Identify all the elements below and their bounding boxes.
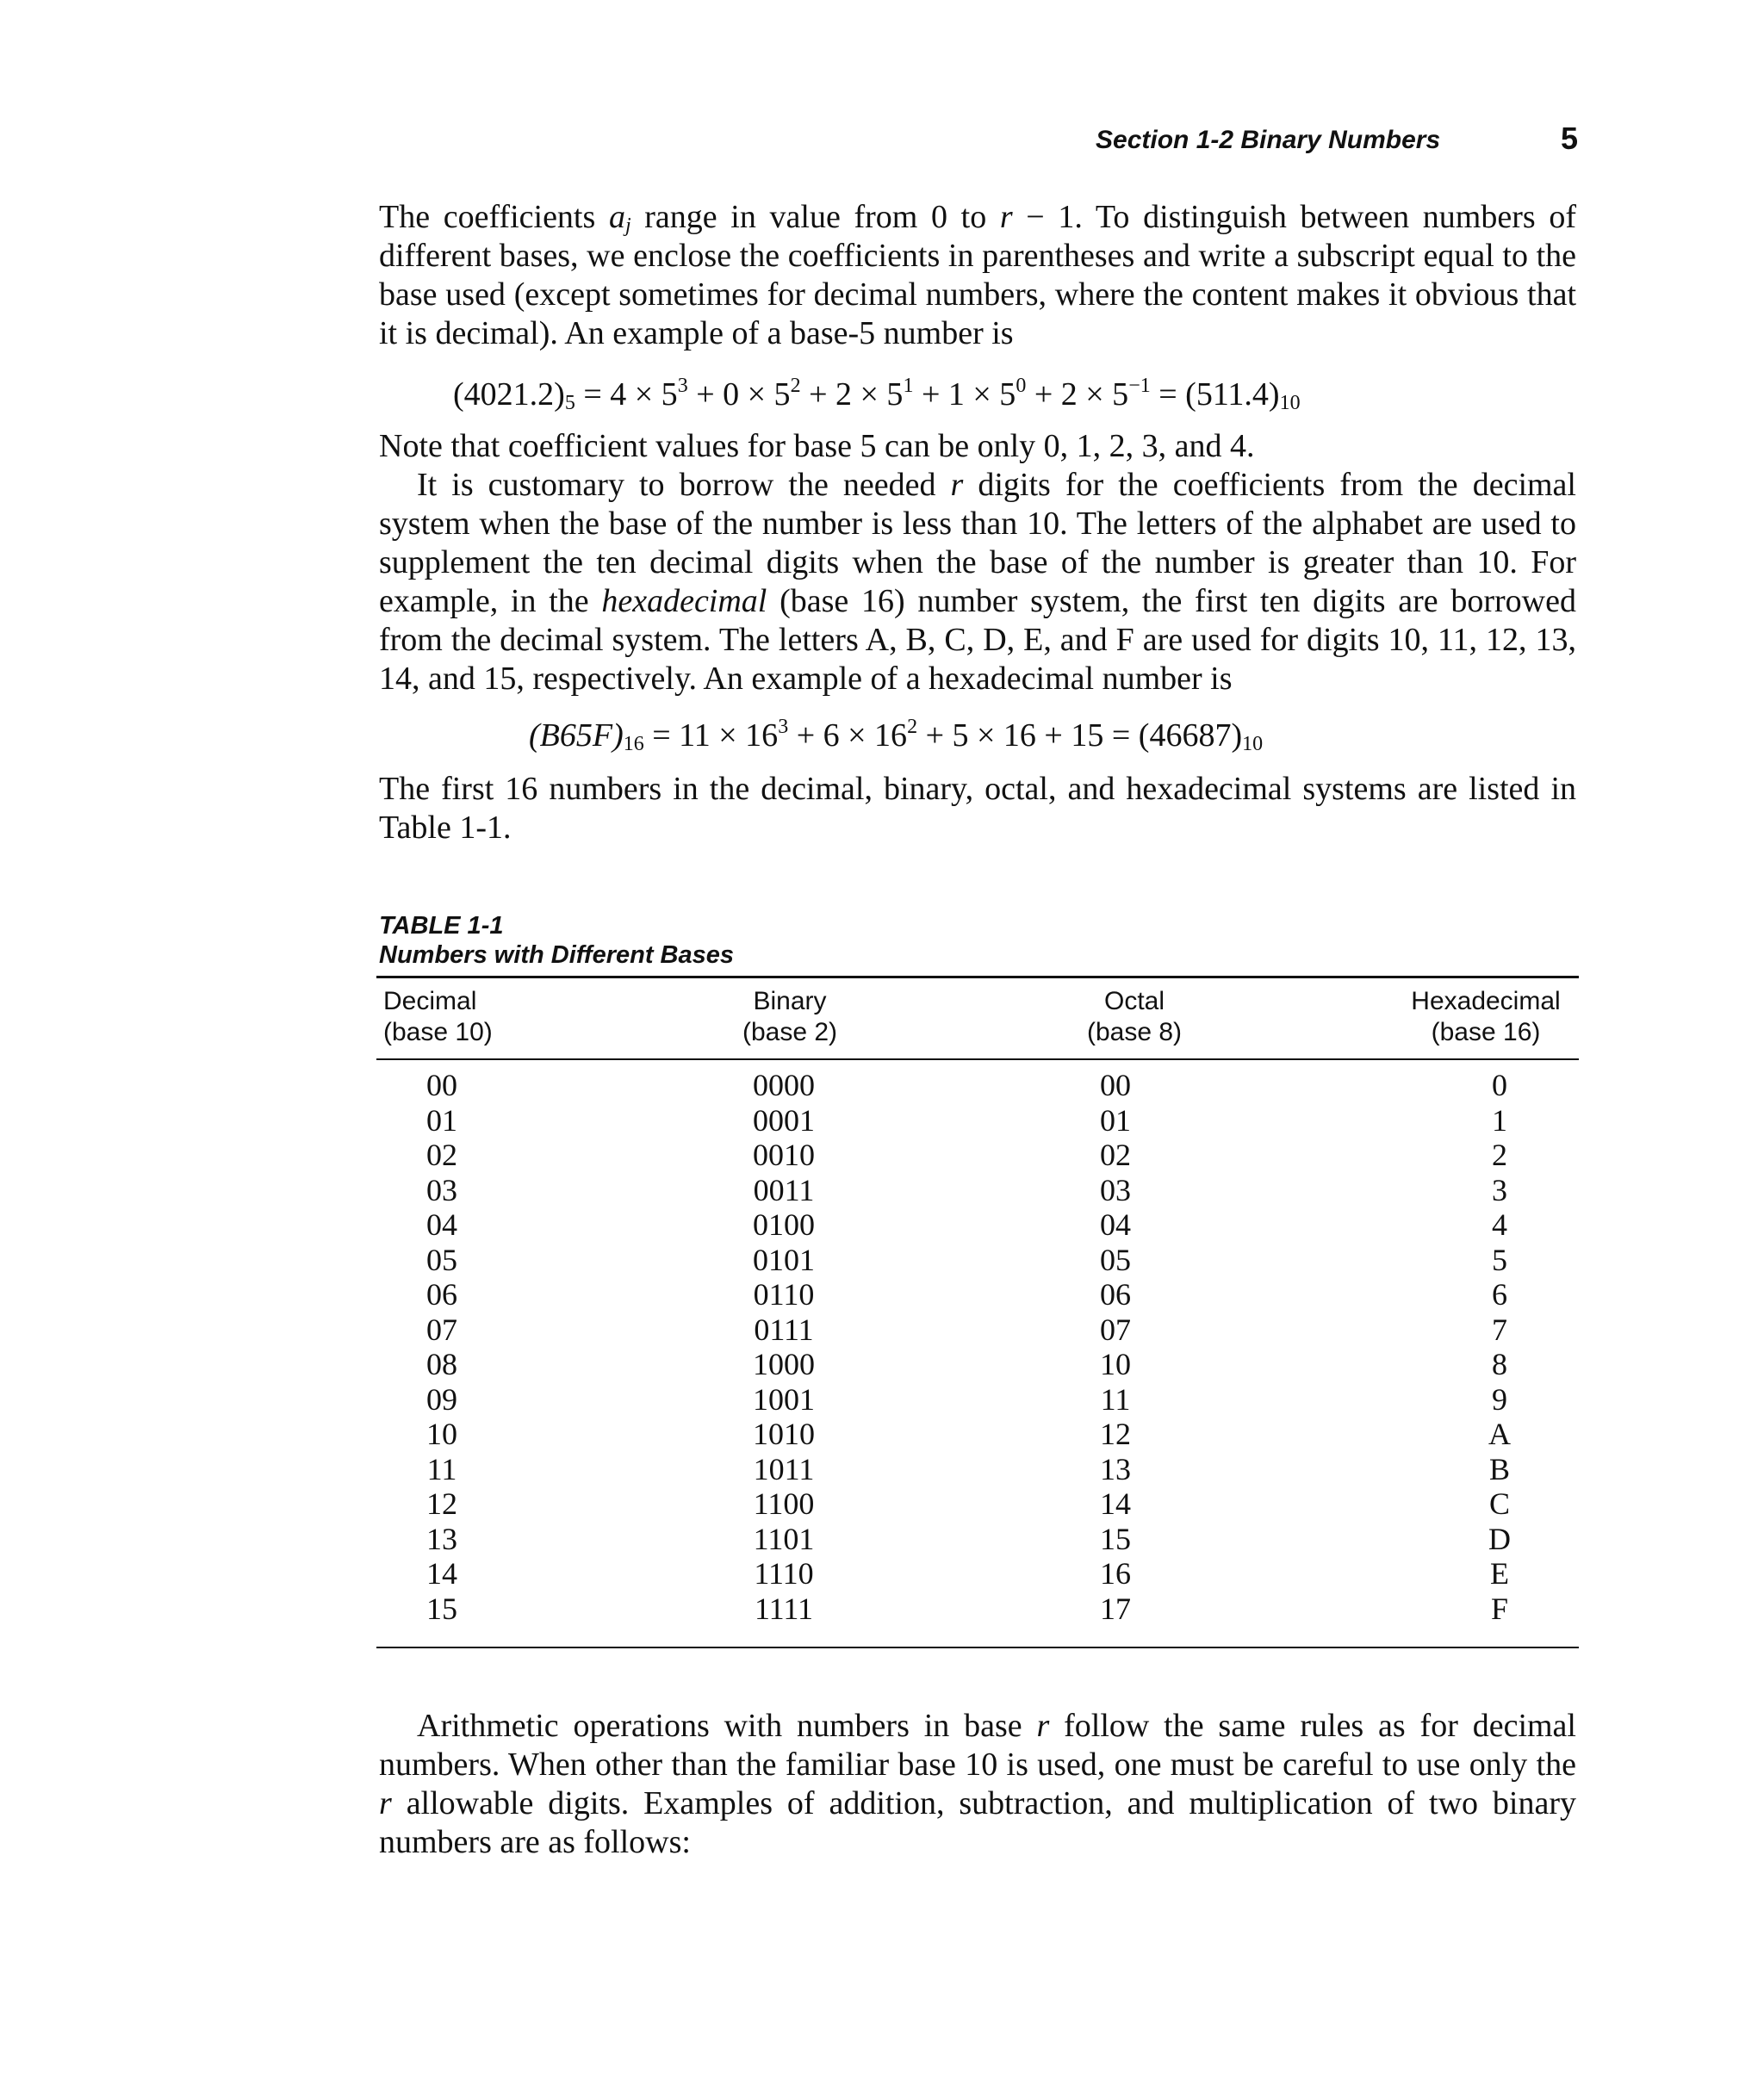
cell-binary: 0111 bbox=[754, 1312, 814, 1347]
cell-hexadecimal: 6 bbox=[1492, 1277, 1507, 1312]
paragraph-arithmetic bbox=[379, 1707, 1576, 1862]
eq-text: = 4 × 5 bbox=[575, 376, 678, 413]
eq-text: + 2 × 5 bbox=[1026, 376, 1129, 413]
numbers-table bbox=[376, 976, 1579, 1650]
cell-octal: 04 bbox=[1100, 1207, 1131, 1242]
cell-hexadecimal: 2 bbox=[1492, 1138, 1507, 1172]
header-label: Decimal bbox=[383, 987, 477, 1015]
cell-decimal: 01 bbox=[426, 1102, 457, 1138]
eq-sup: 1 bbox=[903, 375, 914, 397]
header-base: (base 16) bbox=[1431, 1018, 1541, 1046]
table-header-rule bbox=[376, 1058, 1579, 1060]
cell-hexadecimal: 0 bbox=[1492, 1068, 1507, 1102]
page-number: 5 bbox=[1560, 121, 1578, 156]
table-row bbox=[376, 1243, 1579, 1278]
text-run: It is customary to borrow the needed bbox=[417, 467, 951, 503]
cell-octal: 01 bbox=[1100, 1102, 1131, 1138]
eq-text: = (511.4) bbox=[1150, 376, 1280, 413]
cell-binary: 1010 bbox=[753, 1417, 815, 1451]
cell-octal: 17 bbox=[1100, 1591, 1131, 1626]
cell-decimal: 15 bbox=[426, 1591, 457, 1626]
cell-octal: 06 bbox=[1100, 1277, 1131, 1312]
cell-decimal: 06 bbox=[426, 1277, 457, 1312]
eq-sup: 2 bbox=[790, 375, 801, 397]
table-row bbox=[376, 1068, 1579, 1103]
cell-binary: 0000 bbox=[753, 1068, 815, 1102]
cell-octal: 03 bbox=[1100, 1172, 1131, 1207]
cell-decimal: 11 bbox=[426, 1451, 457, 1486]
cell-decimal: 07 bbox=[426, 1312, 457, 1347]
paragraph-coefficients bbox=[379, 198, 1576, 353]
cell-binary: 1011 bbox=[753, 1451, 815, 1486]
cell-hexadecimal: 3 bbox=[1492, 1172, 1507, 1207]
table-row bbox=[376, 1382, 1579, 1418]
eq-sup: 3 bbox=[778, 716, 789, 738]
cell-decimal: 04 bbox=[426, 1207, 457, 1242]
table-label: TABLE 1-1 bbox=[379, 912, 504, 940]
table-row bbox=[376, 1207, 1579, 1243]
text-run: The coefficients bbox=[379, 199, 609, 235]
cell-hexadecimal: A bbox=[1488, 1417, 1511, 1451]
symbol-r: r bbox=[1036, 1708, 1050, 1744]
emphasis-hexadecimal: hexadecimal bbox=[601, 583, 767, 619]
cell-octal: 12 bbox=[1100, 1417, 1131, 1451]
eq-text: + 5 × 16 + 15 = (46687) bbox=[917, 717, 1243, 754]
eq-text: (4021.2) bbox=[453, 376, 565, 413]
text-run: digits for the coefficients from the decimal system when the base of the number is less than 10. The letters of the alphabet are used to supplement the ten decimal digits when the base of the number is greater than 10. For example, in the bbox=[379, 467, 1576, 619]
eq-text: = 11 × 16 bbox=[643, 717, 779, 754]
cell-binary: 0001 bbox=[753, 1102, 815, 1138]
table-row bbox=[376, 1347, 1579, 1382]
table-row bbox=[376, 1103, 1579, 1139]
cell-binary: 1111 bbox=[755, 1591, 813, 1626]
cell-hexadecimal: 4 bbox=[1492, 1207, 1507, 1242]
table-row bbox=[376, 1277, 1579, 1312]
eq-sub: 16 bbox=[623, 733, 644, 755]
cell-hexadecimal: C bbox=[1488, 1486, 1510, 1521]
eq-sup: 0 bbox=[1016, 375, 1027, 397]
header-label: Binary bbox=[753, 987, 827, 1015]
cell-binary: 0100 bbox=[753, 1207, 815, 1242]
cell-binary: 1101 bbox=[753, 1521, 815, 1556]
symbol-r: r bbox=[950, 467, 964, 503]
text-run: The first 16 numbers in the decimal, binary, octal, and hexadecimal systems are listed in Table 1-1. bbox=[379, 771, 1576, 846]
text-run: (base 16) number system, the first ten digits are borrowed from the decimal system. The letters A, B, C, D, E, and F are used for digits 10, 11, 12, 13, 14, and 15, respectively. An example of a hexadecimal number is bbox=[379, 583, 1576, 697]
cell-decimal: 10 bbox=[426, 1417, 457, 1451]
cell-decimal: 00 bbox=[426, 1068, 457, 1102]
cell-octal: 10 bbox=[1100, 1347, 1131, 1381]
header-base: (base 8) bbox=[1086, 1018, 1183, 1046]
cell-decimal: 03 bbox=[426, 1172, 457, 1207]
cell-hexadecimal: 5 bbox=[1492, 1242, 1507, 1277]
eq-text: + 6 × 16 bbox=[788, 717, 908, 754]
cell-binary: 1001 bbox=[753, 1381, 815, 1417]
text-run: follow the same rules as for decimal numbers. When other than the familiar base 10 is used, one must be careful to use only the bbox=[379, 1708, 1576, 1783]
cell-binary: 1100 bbox=[753, 1486, 815, 1521]
eq-sub: 5 bbox=[564, 392, 575, 414]
eq-text: + 0 × 5 bbox=[687, 376, 791, 413]
table-row bbox=[376, 1592, 1579, 1627]
cell-decimal: 14 bbox=[426, 1556, 457, 1591]
cell-hexadecimal: 9 bbox=[1492, 1381, 1507, 1417]
header-binary bbox=[738, 986, 842, 1048]
eq-text: + 1 × 5 bbox=[913, 376, 1016, 413]
cell-octal: 11 bbox=[1100, 1381, 1131, 1417]
eq-sup: −1 bbox=[1128, 375, 1151, 397]
header-label: Octal bbox=[1103, 987, 1165, 1015]
header-decimal bbox=[383, 986, 493, 1048]
cell-binary: 0110 bbox=[753, 1277, 815, 1312]
running-head bbox=[1096, 121, 1578, 164]
cell-binary: 1000 bbox=[753, 1347, 815, 1381]
eq-text: (B65F) bbox=[529, 717, 624, 754]
equation-base5 bbox=[453, 375, 1301, 413]
table-row bbox=[376, 1138, 1579, 1173]
cell-octal: 02 bbox=[1100, 1138, 1131, 1172]
eq-text: + 2 × 5 bbox=[800, 376, 904, 413]
eq-sub: 10 bbox=[1242, 733, 1264, 755]
cell-hexadecimal: 7 bbox=[1492, 1312, 1507, 1347]
cell-binary: 0011 bbox=[753, 1172, 815, 1207]
cell-octal: 00 bbox=[1100, 1068, 1131, 1102]
paragraph-borrow-digits bbox=[379, 427, 1576, 698]
section-title: Section 1-2 Binary Numbers bbox=[1096, 126, 1441, 154]
header-base: (base 2) bbox=[742, 1018, 838, 1046]
eq-sup: 2 bbox=[907, 716, 918, 738]
cell-decimal: 09 bbox=[426, 1381, 457, 1417]
table-row bbox=[376, 1452, 1579, 1487]
note-line: Note that coefficient values for base 5 can be only 0, 1, 2, 3, and 4. bbox=[379, 428, 1255, 464]
eq-sup: 3 bbox=[677, 375, 688, 397]
cell-decimal: 08 bbox=[426, 1347, 457, 1381]
table-row bbox=[376, 1417, 1579, 1452]
cell-binary: 0010 bbox=[753, 1138, 815, 1172]
cell-hexadecimal: F bbox=[1490, 1591, 1509, 1626]
cell-hexadecimal: D bbox=[1488, 1521, 1511, 1556]
subscript-j: j bbox=[624, 214, 631, 237]
table-row bbox=[376, 1173, 1579, 1208]
equation-base16 bbox=[529, 717, 1263, 754]
table-body bbox=[376, 1068, 1579, 1626]
symbol-r: r bbox=[999, 199, 1013, 235]
cell-hexadecimal: B bbox=[1488, 1451, 1510, 1486]
header-octal bbox=[1083, 986, 1186, 1048]
paragraph-table-intro bbox=[379, 770, 1576, 847]
cell-octal: 16 bbox=[1100, 1556, 1131, 1591]
table-caption bbox=[379, 911, 982, 970]
text-run: allowable digits. Examples of addition, subtraction, and multiplication of two binary numbers are as follows: bbox=[379, 1785, 1576, 1860]
eq-sub: 10 bbox=[1279, 392, 1301, 414]
cell-hexadecimal: 8 bbox=[1492, 1347, 1507, 1381]
table-row bbox=[376, 1486, 1579, 1522]
cell-octal: 05 bbox=[1100, 1242, 1131, 1277]
table-row bbox=[376, 1556, 1579, 1592]
cell-octal: 07 bbox=[1100, 1312, 1131, 1347]
table-top-rule bbox=[376, 976, 1579, 978]
cell-octal: 15 bbox=[1100, 1521, 1131, 1556]
cell-binary: 1110 bbox=[754, 1556, 814, 1591]
header-hexadecimal bbox=[1400, 986, 1572, 1048]
cell-octal: 13 bbox=[1100, 1451, 1131, 1486]
text-run: − 1. To distinguish between numbers of different bases, we enclose the coefficients in parentheses and write a subscript equal to the base used (except sometimes for decimal numbers, where the content makes it obvious that it is decimal). An example of a base-5 number is bbox=[379, 199, 1576, 351]
table-title: Numbers with Different Bases bbox=[379, 941, 735, 969]
text-run: range in value from 0 to bbox=[630, 199, 1000, 235]
cell-decimal: 12 bbox=[426, 1486, 457, 1521]
header-label: Hexadecimal bbox=[1411, 987, 1561, 1015]
cell-decimal: 05 bbox=[426, 1242, 457, 1277]
header-base: (base 10) bbox=[383, 1018, 493, 1046]
cell-decimal: 13 bbox=[426, 1521, 457, 1556]
cell-decimal: 02 bbox=[426, 1138, 457, 1172]
coefficient-symbol bbox=[609, 199, 631, 235]
symbol-a: a bbox=[608, 199, 625, 235]
symbol-r: r bbox=[379, 1785, 392, 1821]
table-row bbox=[376, 1522, 1579, 1557]
cell-octal: 14 bbox=[1100, 1486, 1131, 1521]
cell-hexadecimal: 1 bbox=[1492, 1102, 1507, 1138]
table-bottom-rule bbox=[376, 1647, 1579, 1648]
cell-binary: 0101 bbox=[753, 1242, 815, 1277]
table-row bbox=[376, 1312, 1579, 1348]
cell-hexadecimal: E bbox=[1490, 1556, 1509, 1591]
text-run: Arithmetic operations with numbers in base bbox=[417, 1708, 1037, 1744]
